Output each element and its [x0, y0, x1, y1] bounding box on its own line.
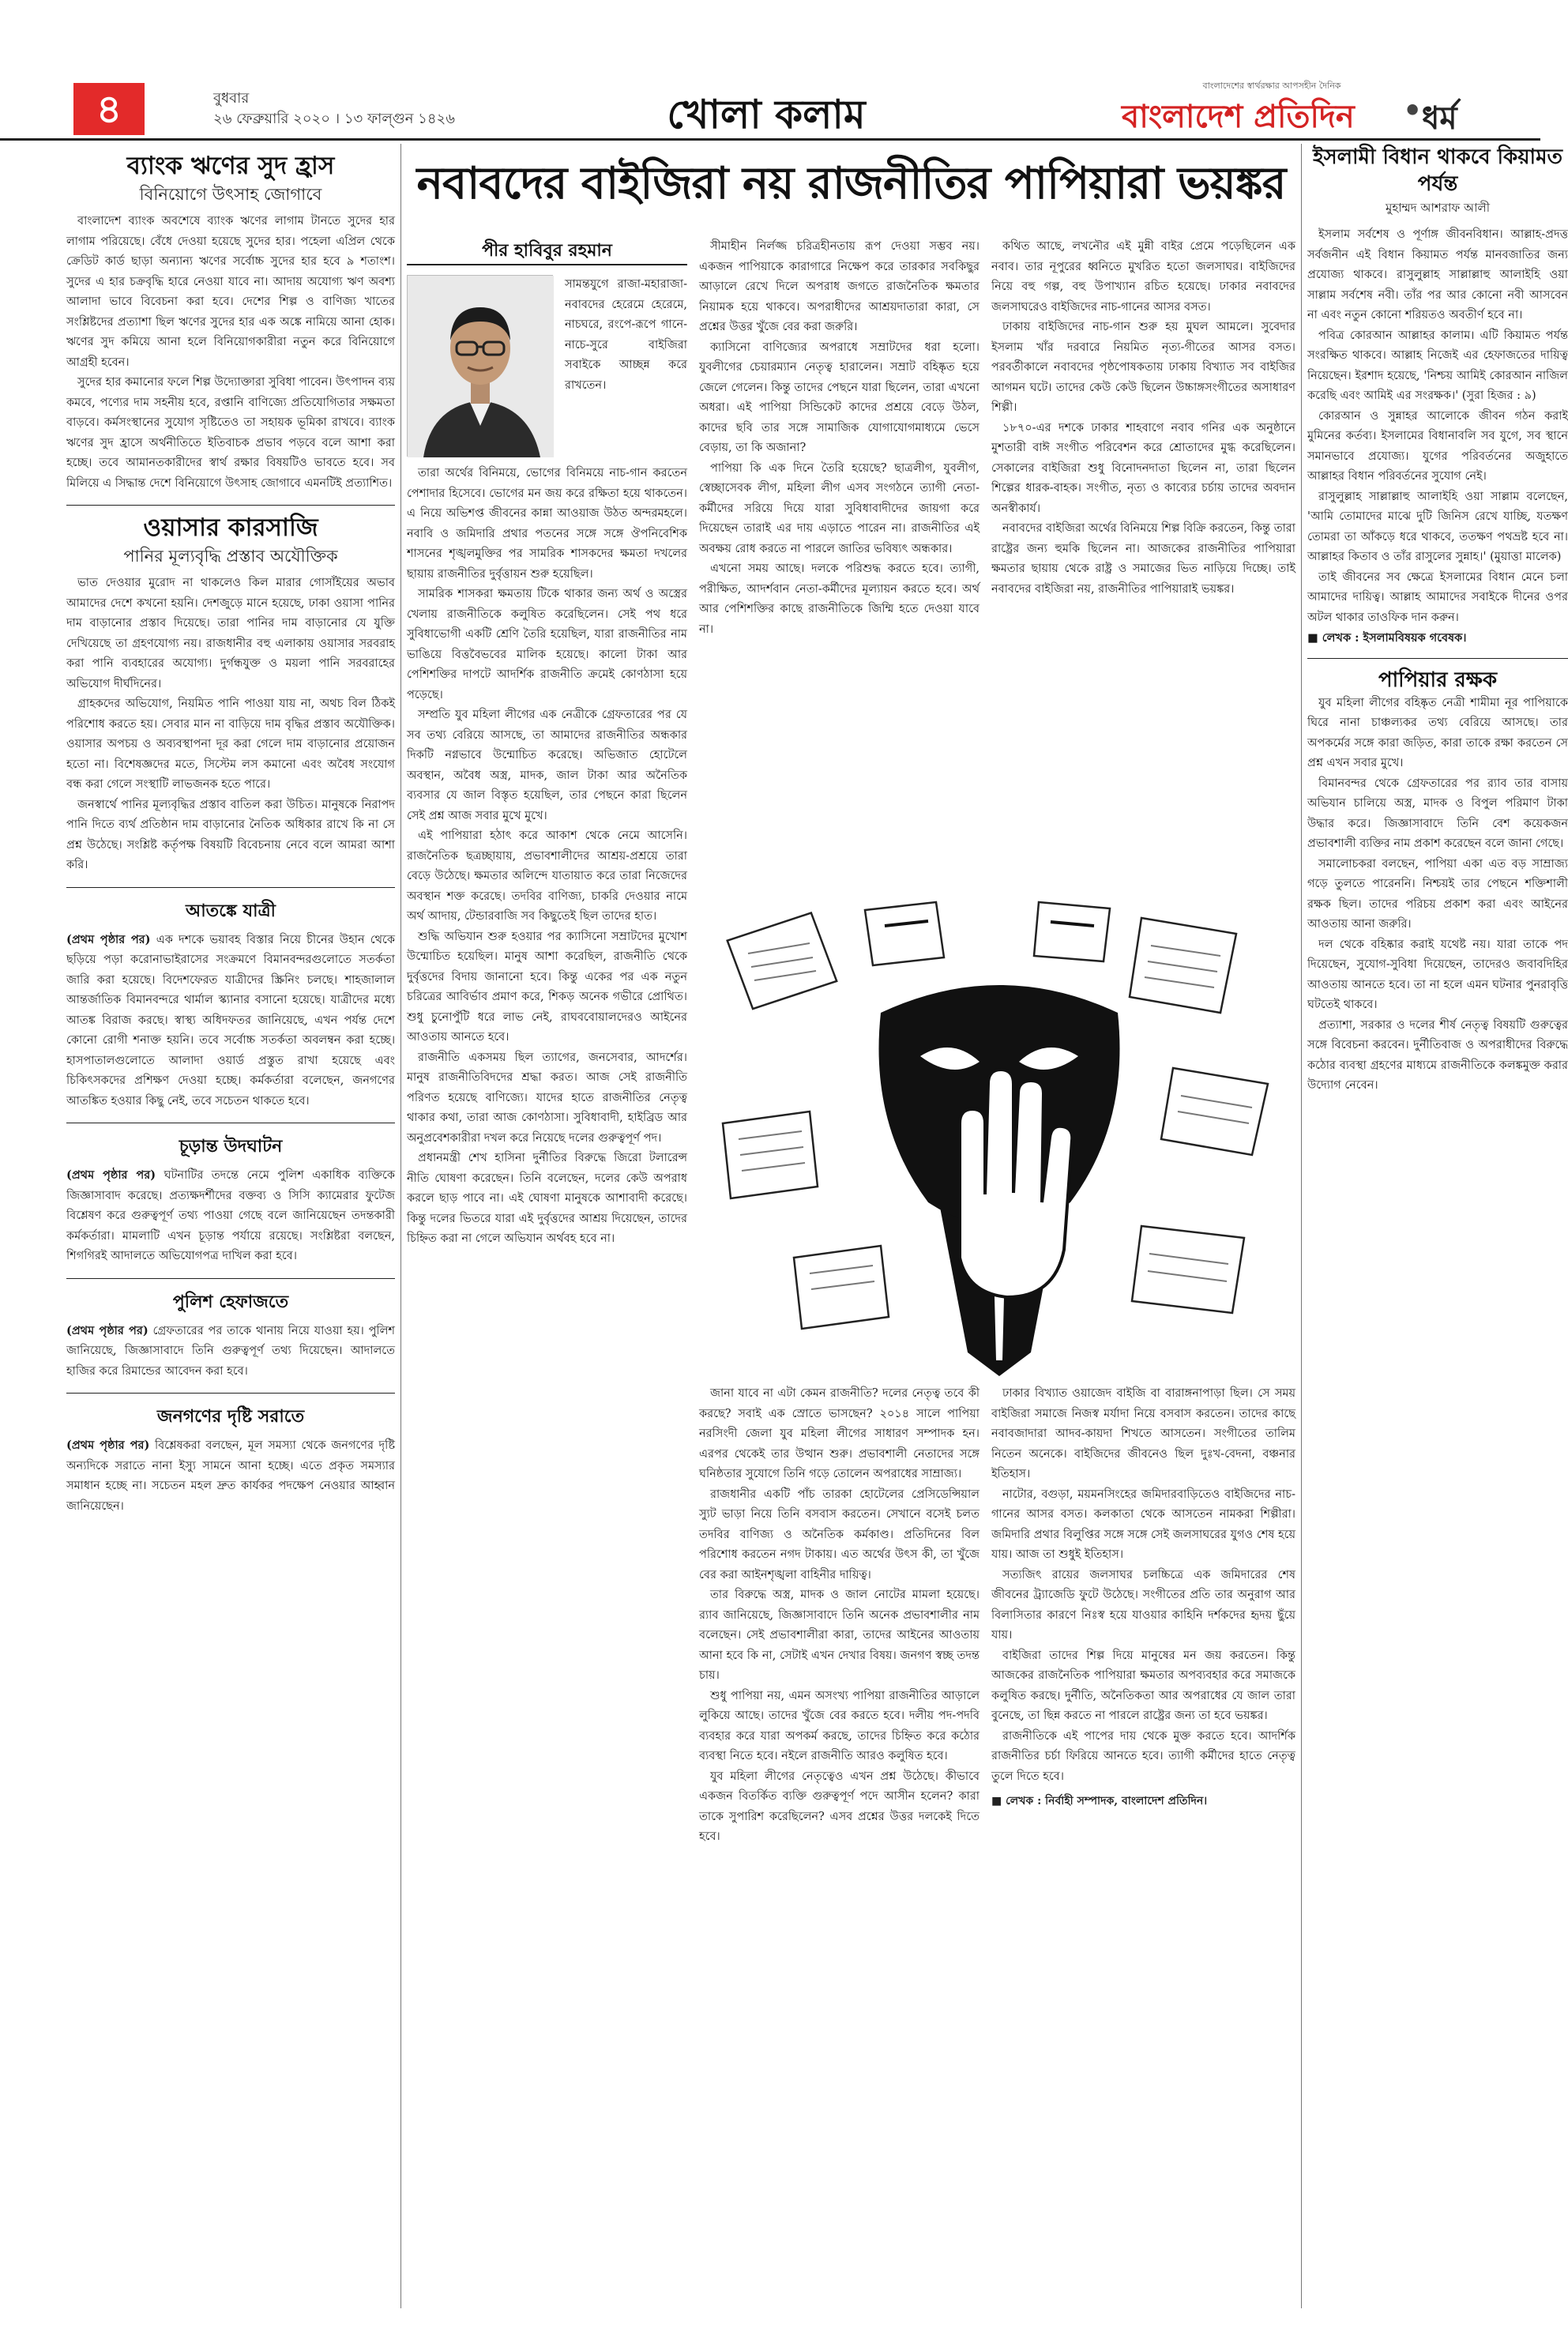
author-portrait-image [408, 276, 554, 457]
editorial-story-wasa [66, 506, 395, 888]
column-rule [400, 144, 401, 2308]
op-ed-article [407, 144, 1295, 2308]
paragraph: জানা যাবে না এটা কেমন রাজনীতি? দলের নেতৃত্ব তবে কী করছে? সবাই এক স্রোতে ভাসছেন? ২০১৪ সালে পাপিয়া নরসিংদী জেলা যুব মহিলা লীগের সাধারণ সম্পাদক হন। এরপর থেকেই তার উত্থান শুরু। প্রভাবশালী নেতাদের সঙ্গে ঘনিষ্ঠতার সুযোগে তিনি গড়ে তোলেন অপরাধের সাম্রাজ্য। [699, 1387, 980, 1480]
paragraph: বিমানবন্দর থেকে গ্রেফতারের পর র‌্যাব তার বাসায় অভিযান চালিয়ে অস্ত্র, মাদক ও বিপুল পরিমাণ টাকা উদ্ধার করে। জিজ্ঞাসাবাদে তিনি বেশ কয়েকজন প্রভাবশালী ব্যক্তির নাম প্রকাশ করেছেন বলে জানা গেছে। [1307, 777, 1568, 850]
paragraph: ইসলাম সর্বশেষ ও পূর্ণাঙ্গ জীবনবিধান। আল্লাহ-প্রদত্ত সর্বজনীন এই বিধান কিয়ামত পর্যন্ত মানবজাতির জন্য প্রযোজ্য থাকবে। রাসুলুল্লাহ সাল্লাল্লাহু আলাইহি ওয়া সাল্লাম সর্বশেষ নবী। তাঁর পর আর কোনো নবী আসবেন না এবং নতুন কোনো শরিয়তও অবতীর্ণ হবে না। [1307, 228, 1568, 322]
paragraph: ক্যাসিনো বাণিজ্যের অপরাধে সম্রাটদের ধরা হলো। যুবলীগের চেয়ারম্যান নেতৃত্ব হারালেন। সম্রাট বহিষ্কৃত হয়ে জেলে গেলেন। কিন্তু তাদের পেছনে যারা ছিলেন, তারা এখনো অধরা। এই পাপিয়া সিন্ডিকেট কাদের প্রশ্রয়ে বেড়ে উঠল, কাদের ছবি তার সঙ্গে সামাজিক যোগাযোগমাধ্যমে ভেসে বেড়ায়, তা কি অজানা? [699, 340, 980, 454]
paragraph: প্রত্যাশা, সরকার ও দলের শীর্ষ নেতৃত্ব বিষয়টি গুরুত্বের সঙ্গে বিবেচনা করবেন। দুর্নীতিবাজ ও অপরাধীদের বিরুদ্ধে কঠোর ব্যবস্থা গ্রহণের মাধ্যমে রাজনীতিকে কলঙ্কমুক্ত করার উদ্যোগ নেবেন। [1307, 1018, 1568, 1092]
brief-heading: আতঙ্কে যাত্রী [186, 900, 276, 921]
column-text [699, 237, 980, 640]
paragraph: দল থেকে বহিষ্কার করাই যথেষ্ট নয়। যারা তাকে পদ দিয়েছেন, সুযোগ-সুবিধা দিয়েছেন, তাদেরও জবাবদিহির আওতায় আনতে হবে। তা না হলে এমন ঘটনার পুনরাবৃত্তি ঘটতেই থাকবে। [1307, 938, 1568, 1011]
brief-heading: চূড়ান্ত উদঘাটন [179, 1136, 283, 1157]
article-byline: মুহাম্মদ আশরাফ আলী [1385, 201, 1490, 215]
article-illustration [699, 886, 1295, 1376]
continued-label: (প্রথম পৃষ্ঠার পর) [66, 932, 151, 946]
paragraph: যুব মহিলা লীগের বহিষ্কৃত নেত্রী শামীমা নূর পাপিয়াকে ঘিরে নানা চাঞ্চল্যকর তথ্য বেরিয়ে আসছে। তার অপকর্মের সঙ্গে কারা জড়িত, কারা তাকে রক্ষা করতেন সে প্রশ্ন এখন সবার মুখে। [1307, 696, 1568, 769]
brief-story [66, 888, 395, 1124]
dateline [213, 88, 608, 130]
story-body [66, 212, 395, 494]
side-article-papiya [1307, 659, 1568, 1096]
paragraph: এই পাপিয়ারা হঠাৎ করে আকাশ থেকে নেমে আসেনি। রাজনৈতিক ছত্রচ্ছায়ায়, প্রভাবশালীদের আশ্রয়-প্রশ্রয়ে তারা বেড়ে উঠেছে। ক্ষমতার অলিন্দে যাতায়াত করে তারা নিজেদের অবস্থান শক্ত করেছে। তদবির বাণিজ্য, চাকরি দেওয়ার নামে অর্থ আদায়, টেন্ডারবাজি সব কিছুতেই ছিল তাদের হাত। [407, 829, 687, 923]
paragraph: তার বিরুদ্ধে অস্ত্র, মাদক ও জাল নোটের মামলা হয়েছে। র‌্যাব জানিয়েছে, জিজ্ঞাসাবাদে তিনি অনেক প্রভাবশালীর নাম বলেছেন। সেই প্রভাবশালীরা কারা, তাদের আইনের আওতায় আনা হবে কি না, সেটাই এখন দেখার বিষয়। জনগণ স্বচ্ছ তদন্ত চায়। [699, 1589, 980, 1682]
brief-text: ঘটনাটির তদন্তে নেমে পুলিশ একাধিক ব্যক্তিকে জিজ্ঞাসাবাদ করেছে। প্রত্যক্ষদর্শীদের বক্তব্য ও সিসি ক্যামেরার ফুটেজ বিশ্লেষণ করে গুরুত্বপূর্ণ তথ্য পাওয়া গেছে বলে জানিয়েছেন তদন্তকারী কর্মকর্তারা। মামলাটি এখন চূড়ান্ত পর্যায়ে রয়েছে। সংশ্লিষ্টরা বলছেন, শিগগিরই আদালতে অভিযোগপত্র দাখিল করা হবে। [66, 1169, 396, 1262]
intro-text: সামন্তযুগে রাজা-মহারাজা-নবাবদের হেরেমে হেরেমে, নাচঘরে, রংপে-রূপে গানে-নাচে-সুরে বাইজিরা সবাইকে আচ্ছন্ন করে রাখতেন। [565, 278, 687, 392]
paragraph: শুধু পাপিয়া নয়, এমন অসংখ্য পাপিয়া রাজনীতির আড়ালে লুকিয়ে আছে। তাদের খুঁজে বের করতে হবে। দলীয় পদ-পদবি ব্যবহার করে যারা অপকর্ম করছে, তাদের চিহ্নিত করে কঠোর ব্যবস্থা নিতে হবে। নইলে রাজনীতি আরও কলুষিত হবে। [699, 1689, 980, 1762]
byline-rule [407, 264, 687, 265]
article-intro [565, 275, 687, 457]
paragraph: সমালোচকরা বলছেন, পাপিয়া একা এত বড় সাম্রাজ্য গড়ে তুলতে পারেননি। নিশ্চয়ই তার পেছনে শক্তিশালী রক্ষক ছিল। তাদের পরিচয় প্রকাশ করা এবং আইনের আওতায় আনা জরুরি। [1307, 857, 1568, 931]
section-title: খোলা কলাম [667, 91, 866, 137]
continued-label: (প্রথম পৃষ্ঠার পর) [66, 1439, 150, 1452]
paragraph: সুদের হার কমানোর ফলে শিল্প উদ্যোক্তারা সুবিধা পাবেন। উৎপাদন ব্যয় কমবে, পণ্যের দাম সহনীয় হবে, রপ্তানি বাণিজ্যে প্রতিযোগিতার সক্ষমতা বাড়বে। কর্মসংস্থানের সুযোগ সৃষ্টিতেও তা সহায়ক ভূমিকা রাখবে। ব্যাংক ঋণের সুদ হ্রাসে অর্থনীতিতে ইতিবাচক প্রভাব পড়বে বলে আশা করা হচ্ছে। তবে আমানতকারীদের স্বার্থ রক্ষার বিষয়টিও ভাবতে হবে। সব মিলিয়ে এ সিদ্ধান্ত দেশে বিনিয়োগে উৎসাহ জোগাবে এমনটিই প্রত্যাশিত। [66, 376, 395, 490]
paragraph: বাইজিরা তাদের শিল্প দিয়ে মানুষের মন জয় করতেন। কিন্তু আজকের রাজনৈতিক পাপিয়ারা ক্ষমতার অপব্যবহার করে সমাজকে কলুষিত করছে। দুর্নীতি, অনৈতিকতা আর অপরাধের যে জাল তারা বুনেছে, তা ছিন্ন করতে না পারলে রাষ্ট্রের জন্য তা হবে ভয়ঙ্কর। [991, 1649, 1295, 1722]
paragraph: যুব মহিলা লীগের নেতৃত্বেও এখন প্রশ্ন উঠেছে। কীভাবে একজন বিতর্কিত ব্যক্তি গুরুত্বপূর্ণ পদে আসীন হলেন? কারা তাকে সুপারিশ করেছিলেন? এসব প্রশ্নের উত্তর দলকেই দিতে হবে। [699, 1770, 980, 1843]
column-rule [1301, 144, 1302, 2308]
religion-article [1307, 144, 1568, 659]
story-headline: ব্যাংক ঋণের সুদ হ্রাস [126, 152, 335, 180]
paragraph: সীমাহীন নির্লজ্জ চরিত্রহীনতায় রূপ দেওয়া সম্ভব নয়। একজন পাপিয়াকে কারাগারে নিক্ষেপ করে তারকার সবকিছুর আড়ালে রেখে দিলে অপরাধ জগতে রাজনৈতিক ক্ষমতার নিয়ামক হয়ে থাকবে। অপরাধীদের আশ্রয়দাতারা কারা, সে প্রশ্নের উত্তর খুঁজে বের করা জরুরি। [699, 240, 980, 333]
paragraph: শুদ্ধি অভিযান শুরু হওয়ার পর ক্যাসিনো সম্রাটদের মুখোশ উন্মোচিত হয়েছিল। মানুষ আশা করেছিল, রাজনীতি থেকে দুর্বৃত্তদের বিদায় জানানো হবে। কিন্তু একের পর এক নতুন চরিত্রের আবির্ভাব প্রমাণ করে, শিকড় অনেক গভীরে প্রোথিত। শুধু চুনোপুঁটি ধরে লাভ নেই, রাঘববোয়ালদেরও আইনের আওতায় আনতে হবে। [407, 930, 687, 1044]
article-column-3-lower [991, 1384, 1295, 2308]
paragraph: কথিত আছে, লখনৌর এই মুন্নী বাইর প্রেমে পড়েছিলেন এক নবাব। তার নূপুরের ধ্বনিতে মুখরিত হতো জলসাঘর। বাইজিদের নিয়ে বহু গল্প, বহু উপাখ্যান রচিত হয়েছে। ঢাকার নবাবদের জলসাঘরেও বাইজিদের নাচ-গানের আসর বসত। [991, 240, 1295, 314]
weekday: বুধবার [213, 90, 250, 107]
mask-and-pen-illustration [699, 886, 1295, 1376]
newspaper-logo: বাংলাদেশ প্রতিদিন [1122, 99, 1355, 135]
date: ২৬ ফেব্রুয়ারি ২০২০ । ১৩ ফাল্গুন ১৪২৬ [213, 111, 455, 127]
paragraph: কোরআন ও সুন্নাহর আলোকে জীবন গঠন করাই মুমিনের কর্তব্য। ইসলামের বিধানাবলি সব যুগে, সব স্থানে সমানভাবে প্রযোজ্য। যুগের পরিবর্তনের অজুহাতে আল্লাহর বিধান পরিবর্তনের সুযোগ নেই। [1307, 409, 1568, 483]
paragraph: রাজনীতিকে এই পাপের দায় থেকে মুক্ত করতে হবে। আদর্শিক রাজনীতির চর্চা ফিরিয়ে আনতে হবে। ত্যাগী কর্মীদের হাতে নেতৃত্ব তুলে দিতে হবে। [991, 1729, 1295, 1783]
column-text [407, 464, 687, 1250]
brand-separator: • [1403, 93, 1423, 128]
page-number-badge: ৪ [73, 83, 145, 135]
paragraph: রাজধানীর একটি পাঁচ তারকা হোটেলের প্রেসিডেন্সিয়াল স্যুট ভাড়া নিয়ে তিনি বসবাস করতেন। সেখানে বসেই চলত তদবির বাণিজ্য ও অনৈতিক কর্মকাণ্ড। প্রতিদিনের বিল পরিশোধ করতেন নগদ টাকায়। এত অর্থের উৎস কী, তা খুঁজে বের করা আইনশৃঙ্খলা বাহিনীর দায়িত্ব। [699, 1488, 980, 1582]
story-headline: ওয়াসার কারসাজি [143, 513, 318, 542]
column-text [699, 1384, 980, 1848]
editorial-story-bank-loan [66, 144, 395, 506]
brief-text: গ্রেফতারের পর তাকে থানায় নিয়ে যাওয়া হয়। পুলিশ জানিয়েছে, জিজ্ঞাসাবাদে তিনি গুরুত্বপূর্ণ তথ্য দিয়েছেন। আদালতে হাজির করে রিমান্ডের আবেদন করা হবে। [66, 1324, 396, 1378]
article-column-1 [407, 464, 687, 2308]
brief-story [66, 1394, 395, 1528]
story-body [1307, 694, 1568, 1096]
story-headline: পাপিয়ার রক্ষক [1378, 668, 1498, 692]
brand-tagline: বাংলাদেশের স্বার্থরক্ষার আপসহীন দৈনিক [1202, 81, 1341, 91]
story-kicker: বিনিয়োগে উৎসাহ জোগাবে [139, 185, 322, 204]
brief-story [66, 1123, 395, 1279]
brand-section-label: ধর্ম [1422, 100, 1457, 137]
article-column-2-lower [699, 1384, 980, 2308]
brief-heading: পুলিশ হেফাজতে [172, 1291, 289, 1312]
author-note: ■ লেখক : নির্বাহী সম্পাদক, বাংলাদেশ প্রতিদিন। [991, 1795, 1208, 1807]
paragraph: ১৮৭০-এর দশকে ঢাকার শাহবাগে নবাব গনির এক অনুষ্ঠানে মুশতারী বাঈ সংগীত পরিবেশন করে শ্রোতাদের মুগ্ধ করেছিলেন। সেকালের বাইজিরা শুধু বিনোদনদাতা ছিলেন না, তারা ছিলেন শিল্পের ধারক-বাহক। সংগীত, নৃত্য ও কাব্যের চর্চায় তাদের অবদান অনস্বীকার্য। [991, 421, 1295, 515]
editorial-column [66, 144, 395, 2308]
column-text [991, 237, 1295, 600]
author-photo [407, 275, 553, 457]
paragraph: এখনো সময় আছে। দলকে পরিশুদ্ধ করতে হবে। ত্যাগী, পরীক্ষিত, আদর্শবান নেতা-কর্মীদের মূল্যায়ন করতে হবে। অর্থ আর পেশিশক্তির কাছে রাজনীতিকে জিম্মি হতে দেওয়া যাবে না। [699, 562, 980, 636]
paragraph: তারা অর্থের বিনিময়ে, ভোগের বিনিময়ে নাচ-গান করতেন পেশাদার হিসেবে। ভোগের মন জয় করে রক্ষিতা হয়ে থাকতেন। এ নিয়ে অভিশপ্ত জীবনের কান্না আওয়াজ উঠত অন্দরমহলে। নবাবি ও জমিদারি প্রথার পতনের সঙ্গে সঙ্গে ঔপনিবেশিক শাসনের শৃঙ্খলমুক্তির পর সামরিক শাসকদের ক্ষমতা দখলের ছায়ায় রাজনীতির দুর্বৃত্তায়ন শুরু হয়েছিল। [407, 467, 687, 581]
paragraph: প্রধানমন্ত্রী শেখ হাসিনা দুর্নীতির বিরুদ্ধে জিরো টলারেন্স নীতি ঘোষণা করেছেন। তিনি বলেছেন, দলের কেউ অপরাধ করলে ছাড় পাবে না। এই ঘোষণা মানুষকে আশাবাদী করেছে। কিন্তু দলের ভিতরে যারা এই দুর্বৃত্তদের আশ্রয় দিয়েছেন, তাদের চিহ্নিত করা না গেলে অভিযান অর্থবহ হবে না। [407, 1152, 687, 1245]
paragraph: বাংলাদেশ ব্যাংক অবশেষে ব্যাংক ঋণের লাগাম টানতে সুদের হার লাগাম পরিয়েছে। বেঁধে দেওয়া হয়েছে সুদের হার। পহেলা এপ্রিল থেকে ক্রেডিট কার্ড ছাড়া অন্যান্য ঋণের সর্বোচ্চ সুদের হার হবে ৯ শতাংশ। সুদের এ হার চক্রবৃদ্ধি হারে নেওয়া যাবে না। আদায় অযোগ্য ঋণ অবশ্য আলাদা ভাবে বিবেচনা করা হবে। দেশের শিল্প ও বাণিজ্য খাতের সংশ্লিষ্টদের প্রত্যাশা ছিল ঋণের সুদের হার এক অঙ্কে নামিয়ে আনা হোক। ঋণের সুদ কমিয়ে আনা হলে বিনিয়োগকারীরা নতুন করে বিনিয়োগে আগ্রহী হবেন। [66, 215, 395, 369]
paragraph: গ্রাহকদের অভিযোগ, নিয়মিত পানি পাওয়া যায় না, অথচ বিল ঠিকই পরিশোধ করতে হয়। সেবার মান না বাড়িয়ে দাম বৃদ্ধির প্রস্তাব অযৌক্তিক। ওয়াসার অপচয় ও অব্যবস্থাপনা দূর করা গেলে দাম বাড়ানোর প্রয়োজন হতো না। বিশেষজ্ঞদের মতে, সিস্টেম লস কমানো এবং অবৈধ সংযোগ বন্ধ করা গেলে সংস্থাটি লাভজনক হতে পারে। [66, 698, 395, 791]
brief-body [66, 1321, 395, 1382]
brief-body [66, 930, 395, 1112]
story-body [66, 574, 395, 876]
paragraph: সম্প্রতি যুব মহিলা লীগের এক নেত্রীকে গ্রেফতারের পর যে সব তথ্য বেরিয়ে আসছে, তা আমাদের রাজনীতির অন্ধকার দিকটি নগ্নভাবে উন্মোচিত করেছে। অভিজাত হোটেলে অবস্থান, অবৈধ অস্ত্র, মাদক, জাল টাকা আর অনৈতিক ব্যবসার যে জাল বিস্তৃত হয়েছিল, তার পেছনে কারা ছিলেন সেই প্রশ্ন আজ সবার মুখে মুখে। [407, 709, 687, 822]
paragraph: তাই জীবনের সব ক্ষেত্রে ইসলামের বিধান মেনে চলা আমাদের দায়িত্ব। আল্লাহ আমাদের সবাইকে দীনের ওপর অটল থাকার তাওফিক দান করুন। [1307, 570, 1568, 624]
author-note: ■ লেখক : ইসলামবিষয়ক গবেষক। [1307, 631, 1467, 645]
paragraph: ঢাকায় বাইজিদের নাচ-গান শুরু হয় মুঘল আমলে। সুবেদার ইসলাম খাঁর দরবারে নিয়মিত নৃত্য-গীতের আসর বসত। পরবর্তীকালে নবাবদের পৃষ্ঠপোষকতায় ঢাকায় বিখ্যাত সব বাইজির আগমন ঘটে। তাদের কেউ কেউ ছিলেন উচ্চাঙ্গসংগীতের অসাধারণ শিল্পী। [991, 321, 1295, 414]
column-text [991, 1384, 1295, 1787]
article-column-3 [991, 237, 1295, 878]
religion-column [1307, 144, 1568, 2308]
paragraph: ঢাকার বিখ্যাত ওয়াজেদ বাইজি বা বারাঙ্গনাপাড়া ছিল। সে সময় বাইজিরা সমাজে নিজস্ব মর্যাদা নিয়ে বসবাস করতেন। তাদের কাছে নবাবজাদারা আদব-কায়দা শিখতে আসতেন। সংগীতের তালিম নিতেন অনেকে। বাইজিদের জীবনেও ছিল দুঃখ-বেদনা, বঞ্চনার ইতিহাস। [991, 1387, 1295, 1480]
paragraph: রাসুলুল্লাহ সাল্লাল্লাহু আলাইহি ওয়া সাল্লাম বলেছেন, 'আমি তোমাদের মাঝে দুটি জিনিস রেখে যাচ্ছি, যতক্ষণ তোমরা তা আঁকড়ে ধরে থাকবে, ততক্ষণ পথভ্রষ্ট হবে না। আল্লাহর কিতাব ও তাঁর রাসুলের সুন্নাহ।' (মুয়াত্তা মালেক) [1307, 490, 1568, 563]
story-body [1307, 225, 1568, 628]
story-kicker: পানির মূল্যবৃদ্ধি প্রস্তাব অযৌক্তিক [123, 547, 338, 566]
brief-story [66, 1279, 395, 1394]
brief-body [66, 1165, 395, 1267]
brief-heading: জনগণের দৃষ্টি সরাতে [156, 1406, 305, 1427]
paragraph: পাপিয়া কি এক দিনে তৈরি হয়েছে? ছাত্রলীগ, যুবলীগ, স্বেচ্ছাসেবক লীগ, মহিলা লীগ এসব সংগঠনে ত্যাগী নেতা-কর্মীদের সরিয়ে দিয়ে যারা সুবিধাবাদীদের জায়গা করে দিয়েছেন তারাই এর দায় এড়াতে পারেন না। রাজনীতির এই অবক্ষয় রোধ করতে না পারলে জাতির ভবিষ্যৎ অন্ধকার। [699, 461, 980, 555]
article-column-2 [699, 237, 980, 878]
brief-body [66, 1435, 395, 1517]
paragraph: নবাবদের বাইজিরা অর্থের বিনিময়ে শিল্প বিক্রি করতেন, কিন্তু তারা রাষ্ট্রের জন্য হুমকি ছিলেন না। আজকের রাজনীতির পাপিয়ারা ক্ষমতার ছায়ায় থেকে রাষ্ট্র ও সমাজের ভিত নাড়িয়ে দিচ্ছে। তাই নবাবদের বাইজিরা নয়, রাজনীতির পাপিয়ারাই ভয়ঙ্কর। [991, 522, 1295, 596]
article-headline: নবাবদের বাইজিরা নয় রাজনীতির পাপিয়ারা ভয়ঙ্কর [416, 157, 1286, 209]
continued-label: (প্রথম পৃষ্ঠার পর) [66, 1168, 156, 1182]
story-headline: ইসলামী বিধান থাকবে কিয়ামত পর্যন্ত [1312, 145, 1563, 196]
article-byline: পীর হাবিবুর রহমান [482, 240, 612, 261]
paragraph: সামরিক শাসকরা ক্ষমতায় টিকে থাকার জন্য অর্থ ও অস্ত্রের খেলায় রাজনীতিকে কলুষিত করেছিলেন। সেই পথ ধরে সুবিধাভোগী একটি শ্রেণি তৈরি হয়েছিল, যারা রাজনীতির নাম ভাঙিয়ে বিত্তবৈভবের মালিক হয়েছে। কালো টাকা আর পেশিশক্তির দাপটে আদর্শিক রাজনীতি ক্রমেই কোণঠাসা হয়ে পড়েছে। [407, 588, 687, 701]
brief-text: বিশ্লেষকরা বলছেন, মূল সমস্যা থেকে জনগণের দৃষ্টি অন্যদিকে সরাতে নানা ইস্যু সামনে আনা হচ্ছে। এতে প্রকৃত সমস্যার সমাধান হচ্ছে না। সচেতন মহল দ্রুত কার্যকর পদক্ষেপ নেওয়ার আহ্বান জানিয়েছেন। [66, 1439, 396, 1513]
paragraph: রাজনীতি একসময় ছিল ত্যাগের, জনসেবার, আদর্শের। মানুষ রাজনীতিবিদদের শ্রদ্ধা করত। আজ সেই রাজনীতি পরিণত হয়েছে বাণিজ্যে। যাদের হাতে রাজনীতির নেতৃত্ব থাকার কথা, তারা আজ কোণঠাসা। সুবিধাবাদী, হাইব্রিড আর অনুপ্রবেশকারীরা দখল করে নিয়েছে দলের গুরুত্বপূর্ণ পদ। [407, 1051, 687, 1145]
paragraph: ভাত দেওয়ার মুরোদ না থাকলেও কিল মারার গোসাঁইয়ের অভাব আমাদের দেশে কখনো হয়নি। দেশজুড়ে মানে হয়েছে, ঢাকা ওয়াসা পানির দাম বাড়ানোর প্রস্তাব দিয়েছে। তারা পানির দাম বাড়ানোর যে যুক্তি দেখিয়েছে তা গ্রহণযোগ্য নয়। রাজধানীর বহু এলাকায় ওয়াসার সরবরাহ করা পানি ব্যবহারের অযোগ্য। দুর্গন্ধযুক্ত ও ময়লা পানি সরবরাহের অভিযোগ দীর্ঘদিনের। [66, 577, 395, 690]
paragraph: জনস্বার্থে পানির মূল্যবৃদ্ধির প্রস্তাব বাতিল করা উচিত। মানুষকে নিরাপদ পানি দিতে ব্যর্থ প্রতিষ্ঠান দাম বাড়ানোর নৈতিক অধিকার রাখে কি না সে প্রশ্ন উঠেছে। সংশ্লিষ্ট কর্তৃপক্ষ বিষয়টি বিবেচনায় নেবে বলে আমরা আশা করি। [66, 798, 395, 871]
continued-label: (প্রথম পৃষ্ঠার পর) [66, 1323, 149, 1337]
paragraph: পবিত্র কোরআন আল্লাহর কালাম। এটি কিয়ামত পর্যন্ত সংরক্ষিত থাকবে। আল্লাহ নিজেই এর হেফাজতের দায়িত্ব নিয়েছেন। ইরশাদ হয়েছে, 'নিশ্চয় আমিই কোরআন নাজিল করেছি এবং আমিই এর সংরক্ষক।' (সুরা হিজর : ৯) [1307, 329, 1568, 402]
paragraph: নাটোর, বগুড়া, ময়মনসিংহের জমিদারবাড়িতেও বাইজিদের নাচ-গানের আসর বসত। কলকাতা থেকে আসতেন নামকরা শিল্পীরা। জমিদারি প্রথার বিলুপ্তির সঙ্গে সঙ্গে সেই জলসাঘরের যুগও শেষ হয়ে যায়। আজ তা শুধুই ইতিহাস। [991, 1488, 1295, 1561]
brief-text: এক দশকে ভয়াবহ বিস্তার নিয়ে চীনের উহান থেকে ছড়িয়ে পড়া করোনাভাইরাসের সংক্রমণে বিমানবন্দরগুলোতে সতর্কতা জারি করা হয়েছে। বিদেশফেরত যাত্রীদের স্ক্রিনিং চলছে। শাহজালাল আন্তর্জাতিক বিমানবন্দরে থার্মাল স্ক্যানার বসানো হয়েছে। যাত্রীদের মধ্যে আতঙ্ক বিরাজ করছে। স্বাস্থ্য অধিদফতর জানিয়েছে, এখন পর্যন্ত দেশে কোনো রোগী শনাক্ত হয়নি। তবে সর্বোচ্চ সতর্কতা অবলম্বন করা হচ্ছে। হাসপাতালগুলোতে আলাদা ওয়ার্ড প্রস্তুত রাখা হয়েছে এবং চিকিৎসকদের প্রশিক্ষণ দেওয়া হচ্ছে। কর্মকর্তারা বলেছেন, জনগণের আতঙ্কিত হওয়ার কিছু নেই, তবে সচেতন থাকতে হবে। [66, 933, 395, 1108]
masthead [0, 0, 1540, 141]
paragraph: সত্যজিৎ রায়ের জলসাঘর চলচ্চিত্রে এক জমিদারের শেষ জীবনের ট্র্যাজেডি ফুটে উঠেছে। সংগীতের প্রতি তার অনুরাগ আর বিলাসিতার কারণে নিঃস্ব হয়ে যাওয়ার কাহিনি দর্শকদের হৃদয় ছুঁয়ে যায়। [991, 1568, 1295, 1642]
